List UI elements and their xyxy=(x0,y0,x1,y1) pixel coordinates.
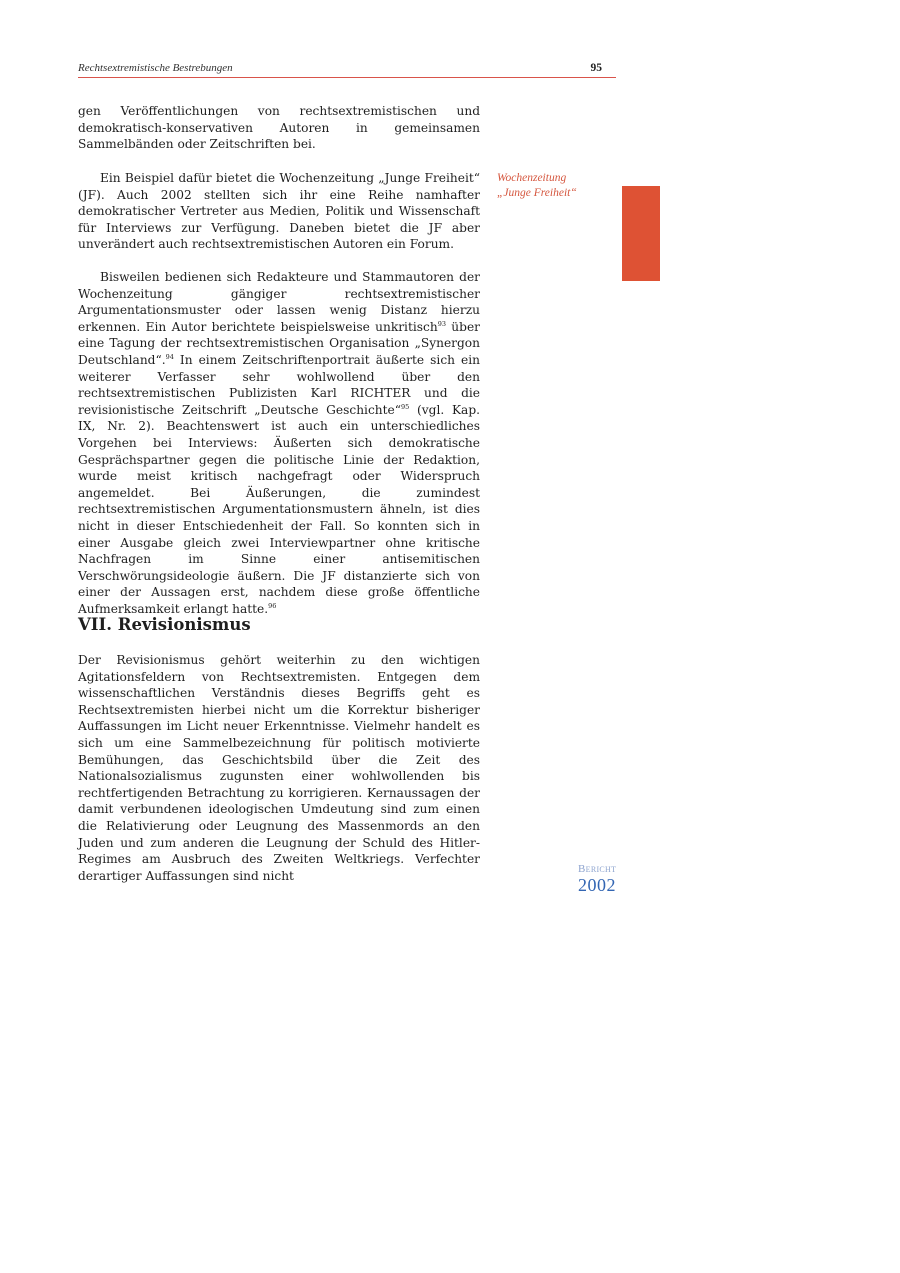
p3-part-2: über eine Tagung der rechtsextremistischen Organisation „Synergon Deutschland“. xyxy=(78,319,480,367)
footnote-ref-95[interactable]: 95 xyxy=(400,402,410,411)
paragraph-1 xyxy=(78,103,480,153)
paragraph-2 xyxy=(78,170,480,253)
page-number: 95 xyxy=(590,62,602,74)
paragraph-4-text: Der Revisionismus gehört weiterhin zu den wichtigen Agitationsfeldern von Rechtsextremisten. Entgegen dem wissenschaftlichen Verständnis dieses Begriffs geht es Rechtsextremisten hierbei nicht um die Korrektur bisheriger Auffassungen im Licht neuer Erkenntnisse. Vielmehr handelt es sich um eine Sammelbezeichnung für politisch motivierte Bemühungen, das Geschichtsbild über die Zeit des Nationalsozialismus zugunsten einer wohlwollenden bis rechtfertigenden Betrachtung zu korrigieren. Kernaussagen der damit verbundenen ideologischen Umdeutung sind zum einen die Relativierung oder Leugnung des Massenmords an den Juden und zum anderen die Leugnung der Schuld des Hitler-Regimes am Ausbruch des Zweiten Weltkriegs. Verfechter derartiger Auffassungen sind nicht xyxy=(78,653,480,883)
margin-note-line-1: Wochenzeitung xyxy=(497,172,567,184)
paragraph-3 xyxy=(78,269,480,617)
p3-part-4: (vgl. Kap. IX, Nr. 2). Beachtenswert ist auch ein unterschiedliches Vorgehen bei Interviews: Äußerten sich demokratische Gesprächspartner gegen die politische Linie der Redaktion, wurde meist kritisch nachgefragt oder Widerspruch angemeldet. Bei Äußerungen, die zumindest rechtsextremistischen Argumentationsmustern ähneln, ist dies nicht in dieser Entschiedenheit der Fall. So konnten sich in einer Ausgabe gleich zwei Interviewpartner ohne kritische Nachfragen im Sinne einer antisemitischen Verschwörungsideologie äußern. Die JF distanzierte sich von einer der Aussagen erst, nachdem diese große öffentliche Aufmerksamkeit erlangt hatte. xyxy=(78,402,480,616)
logo-year-text: 2002 xyxy=(578,875,616,895)
footnote-ref-96[interactable]: 96 xyxy=(268,601,277,610)
logo-top-text: Bericht xyxy=(578,863,617,875)
chapter-tab-marker xyxy=(622,186,660,281)
p3-part-1: Bisweilen bedienen sich Redakteure und Stammautoren der Wochenzeitung gängiger rechtsextremistischer Argumentationsmuster oder lassen wenig Distanz hierzu erkennen. Ein Autor berichtete beispielsweise unkritisch xyxy=(78,270,480,334)
paragraph-1-text: gen Veröffentlichungen von rechtsextremistischen und demokratisch-konservativen Autoren in gemeinsamen Sammelbänden oder Zeitschriften bei. xyxy=(78,104,480,152)
footnote-ref-93[interactable]: 93 xyxy=(437,319,446,328)
running-title: Rechtsextremistische Bestrebungen xyxy=(78,62,233,74)
section-heading: VII. Revisionismus xyxy=(78,615,251,634)
footnote-ref-94[interactable]: 94 xyxy=(165,352,174,361)
bericht-2002-logo xyxy=(578,864,630,894)
paragraph-3-text xyxy=(78,269,480,617)
margin-note-line-2: „Junge Freiheit“ xyxy=(497,187,577,199)
paragraph-4 xyxy=(78,652,480,884)
page-header xyxy=(78,62,616,78)
paragraph-2-text: Ein Beispiel dafür bietet die Wochenzeitung „Junge Freiheit“ (JF). Auch 2002 stellten sich ihr eine Reihe namhafter demokratischer Vertreter aus Medien, Politik und Wissenschaft für Interviews zur Verfügung. Daneben bietet die JF aber unverändert auch rechtsextremistischen Autoren ein Forum. xyxy=(78,171,480,252)
margin-note xyxy=(497,171,577,201)
p3-part-3: In einem Zeitschriftenportrait äußerte sich ein weiterer Verfasser sehr wohlwollend über den rechtsextremistischen Publizisten Karl RICHTER und die revisionistische Zeitschrift „Deutsche Geschichte“ xyxy=(78,352,480,417)
